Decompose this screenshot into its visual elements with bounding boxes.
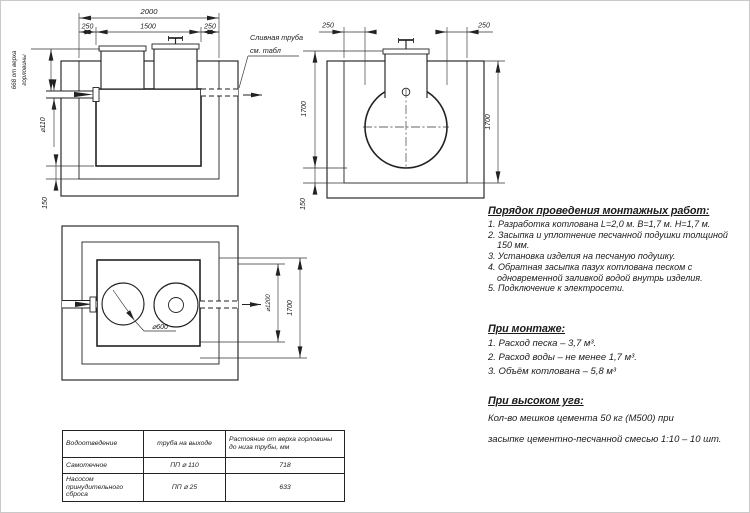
montage-item: 2. Расход воды – не менее 1,7 м³. (488, 352, 637, 363)
table-cell: 633 (226, 474, 345, 502)
table-header-drainage: Водоотведение (63, 431, 144, 458)
montage-notes (488, 323, 742, 379)
dim-d1200-label: ⌀1200 (265, 294, 272, 312)
front-section-view (11, 7, 303, 209)
vent-opening (169, 298, 184, 313)
plan-view (62, 226, 307, 380)
neck-lid-right (152, 44, 199, 49)
neck-lid-left (99, 46, 146, 51)
table-cell: Насосом принудительного сброса (63, 474, 144, 502)
high-groundwater-line: Кол-во мешков цемента 50 кг (М500) при (488, 413, 674, 424)
high-groundwater-title: При высоком угв: (488, 395, 584, 407)
neck-lid (383, 49, 429, 54)
table-cell: ПП ⌀ 25 (144, 474, 226, 502)
dim-250-right-label: 250 (478, 22, 490, 30)
procedure-step: 2. Засыпка и уплотнение песчанной подушки толщиной 150 мм. (488, 229, 728, 251)
dim-668-label-line2: горловины (21, 54, 28, 86)
procedure-step: 3. Установка изделия на песчаную подушку. (488, 251, 676, 262)
tank-neck-right (154, 49, 197, 89)
montage-title: При монтаже: (488, 323, 566, 335)
leader-line (239, 56, 248, 88)
table-row (63, 458, 345, 474)
dim-250-left-label: 250 (322, 22, 334, 30)
dim-2000-label: 2000 (140, 7, 158, 16)
procedure-title: Порядок проведения монтажных работ: (488, 205, 710, 217)
dim-668-label-line1: 668 от верха (11, 50, 18, 90)
procedure-notes (488, 205, 742, 294)
dim-150-label: 150 (300, 198, 307, 210)
table-cell: ПП ⌀ 110 (144, 458, 226, 474)
high-groundwater-notes (488, 395, 748, 450)
table-header-outlet-pipe: труба на выходе (144, 431, 226, 458)
montage-item: 3. Объём котлована – 5,8 м³ (488, 366, 617, 377)
dim-1700-label: 1700 (287, 300, 294, 316)
pipe-coupling (93, 88, 99, 102)
vent-pipe-icon (399, 38, 414, 49)
inlet-pipe (62, 297, 97, 312)
dim-d600-label: ⌀600 (152, 324, 168, 331)
tank-body (96, 89, 201, 166)
tank-neck-left (101, 51, 144, 89)
drainage-spec-table (62, 430, 345, 502)
side-section-view (300, 23, 505, 210)
dim-250-left-label: 250 (81, 23, 94, 31)
table-cell: Самотечное (63, 458, 144, 474)
dim-1700-right-label: 1700 (485, 114, 492, 130)
pipe-coupling (90, 297, 96, 312)
dim-d110-label: ⌀110 (40, 117, 47, 133)
dim-250-right-label: 250 (204, 23, 216, 31)
outlet-pipe (201, 89, 262, 96)
table-header-distance: Растояние от верха горловины до низа трубы, мм (226, 431, 345, 458)
outlet-pipe (200, 301, 261, 308)
drain-note-line1: Сливная труба (250, 33, 304, 42)
procedure-step: 5. Подключение к электросети. (488, 283, 625, 294)
drain-note-line2: см. табл (250, 46, 281, 55)
procedure-step: 1. Разработка котлована L=2,0 м. В=1,7 м. Н=1,7 м. (488, 219, 711, 229)
high-groundwater-line: засыпке цементно-песчанной смесью 1:10 – 10 шт. (488, 433, 722, 445)
table-row (63, 474, 345, 502)
vent-pipe-icon (169, 36, 183, 44)
table-cell: 718 (226, 458, 345, 474)
dim-1700-left-label: 1700 (301, 101, 308, 117)
procedure-step: 4. Обратная засыпка пазух котлована песком с одновременной заливкой водой внутрь изделия. (488, 261, 703, 283)
dim-1500-label: 1500 (140, 23, 156, 31)
montage-item: 1. Расход песка – 3,7 м³. (488, 338, 597, 349)
dim-150-label: 150 (42, 197, 49, 209)
table-header-row (63, 431, 345, 458)
